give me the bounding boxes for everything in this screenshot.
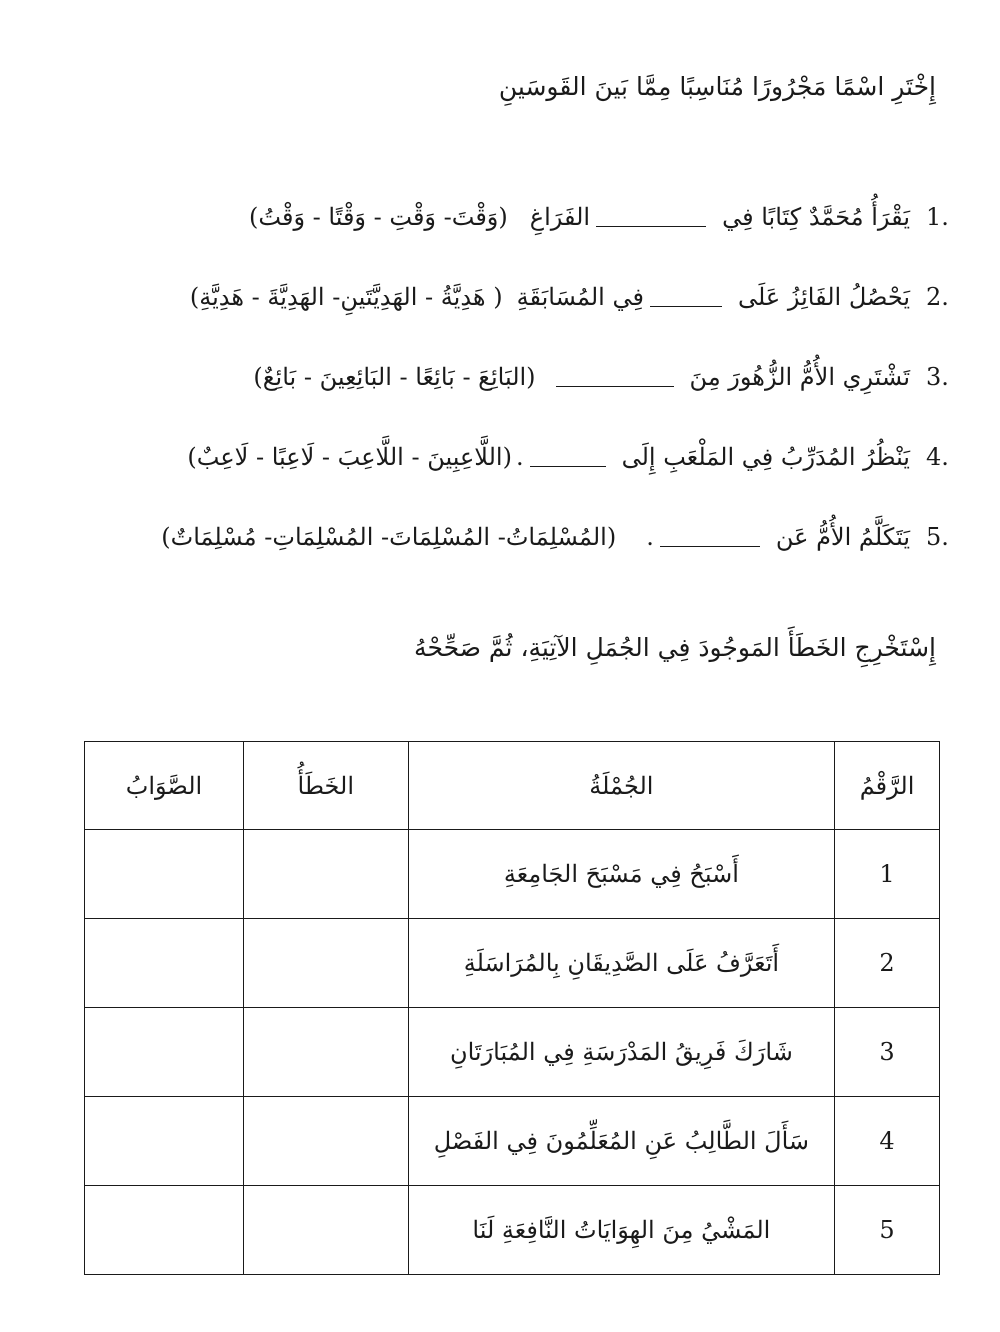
- question-text: يَقْرَأُ مُحَمَّدٌ كِتَابًا فِي: [722, 203, 910, 231]
- row-error-cell[interactable]: [243, 1097, 408, 1186]
- answer-options: (المُسْلِمَاتُ- المُسْلِمَاتَ- المُسْلِمَاتِ- مُسْلِمَاتٌ): [161, 523, 617, 551]
- question-text: يَتَكَلَّمُ الأُمُّ عَن: [775, 523, 910, 551]
- question-number: 1.: [926, 203, 949, 231]
- header-correction: الصَّوَابُ: [85, 742, 244, 830]
- section1-heading: إِخْتَرِ اسْمًا مَجْرُورًا مُنَاسِبًا مِمَّا بَينَ القَوسَينِ: [498, 72, 936, 101]
- question-number: 3.: [926, 363, 949, 391]
- row-error-cell[interactable]: [243, 919, 408, 1008]
- row-correction-cell[interactable]: [85, 1186, 244, 1275]
- question-number: 5.: [926, 523, 949, 551]
- table-row: [85, 1186, 940, 1275]
- row-error-cell[interactable]: [243, 1008, 408, 1097]
- table-row: [85, 1008, 940, 1097]
- table-row: [85, 830, 940, 919]
- row-number: 4: [835, 1097, 940, 1186]
- question-text-end: .: [646, 523, 654, 551]
- answer-options: ( هَدِيَّةُ - الهَدِيَّتَينِ- الهَدِيَّةَ - هَدِيَّةِ): [189, 283, 503, 311]
- answer-blank[interactable]: [650, 284, 722, 307]
- question-1: [34, 195, 964, 239]
- question-text-end: فِي المُسَابَقَةِ: [516, 283, 644, 311]
- row-correction-cell[interactable]: [85, 1097, 244, 1186]
- table-row: [85, 919, 940, 1008]
- row-number: 5: [835, 1186, 940, 1275]
- question-4: [34, 435, 964, 479]
- row-correction-cell[interactable]: [85, 919, 244, 1008]
- row-number: 2: [835, 919, 940, 1008]
- error-correction-table: [84, 741, 940, 1275]
- answer-blank[interactable]: [660, 524, 760, 547]
- question-text: تَشْتَرِي الأُمُّ الزُّهُورَ مِنَ: [689, 363, 910, 391]
- answer-options: (اللَّاعِبِينَ - اللَّاعِبَ - لَاعِبًا - لَاعِبٌ): [187, 443, 512, 471]
- question-text: يَنْظُرُ المُدَرِّبُ فِي المَلْعَبِ إِلَى: [621, 443, 910, 471]
- table-header-row: [85, 742, 940, 830]
- header-number: الرَّقْمُ: [835, 742, 940, 830]
- row-sentence: المَشْيُ مِنَ الهِوَايَاتُ النَّافِعَةِ لَنَا: [408, 1186, 834, 1275]
- question-text-end: .: [515, 443, 524, 471]
- header-sentence: الجُمْلَةُ: [408, 742, 834, 830]
- question-number: 4.: [926, 443, 949, 471]
- row-sentence: أَتَعَرَّفُ عَلَى الصَّدِيقَانِ بِالمُرَاسَلَةِ: [408, 919, 834, 1008]
- answer-blank[interactable]: [556, 364, 674, 387]
- row-sentence: سَأَلَ الطَّالِبُ عَنِ المُعَلِّمُونَ فِي الفَصْلِ: [408, 1097, 834, 1186]
- row-number: 1: [835, 830, 940, 919]
- table-row: [85, 1097, 940, 1186]
- row-sentence: أَسْبَحُ فِي مَسْبَحَ الجَامِعَةِ: [408, 830, 834, 919]
- row-error-cell[interactable]: [243, 830, 408, 919]
- question-3: [34, 355, 964, 399]
- row-error-cell[interactable]: [243, 1186, 408, 1275]
- question-text: يَحْصُلُ الفَائِزُ عَلَى: [737, 283, 910, 311]
- row-correction-cell[interactable]: [85, 830, 244, 919]
- section2-heading: إِسْتَخْرِجِ الخَطَأَ المَوجُودَ فِي الجُمَلِ الآتِيَةِ، ثُمَّ صَحِّحْهُ: [414, 633, 936, 662]
- row-number: 3: [835, 1008, 940, 1097]
- row-sentence: شَارَكَ فَرِيقُ المَدْرَسَةِ فِي المُبَارَتَانِ: [408, 1008, 834, 1097]
- question-text-end: الفَرَاغِ: [529, 203, 591, 231]
- question-5: [34, 515, 964, 559]
- answer-options: (البَائِعَ - بَائِعًا - البَائِعِينَ - بَائِعٌ): [253, 363, 536, 391]
- question-2: [34, 275, 964, 319]
- answer-options: (وَقْتَ- وَقْتِ - وَقْتًا - وَقْتُ): [249, 203, 508, 231]
- question-number: 2.: [926, 283, 949, 311]
- header-error: الخَطَأُ: [243, 742, 408, 830]
- answer-blank[interactable]: [596, 204, 706, 227]
- row-correction-cell[interactable]: [85, 1008, 244, 1097]
- answer-blank[interactable]: [530, 444, 606, 467]
